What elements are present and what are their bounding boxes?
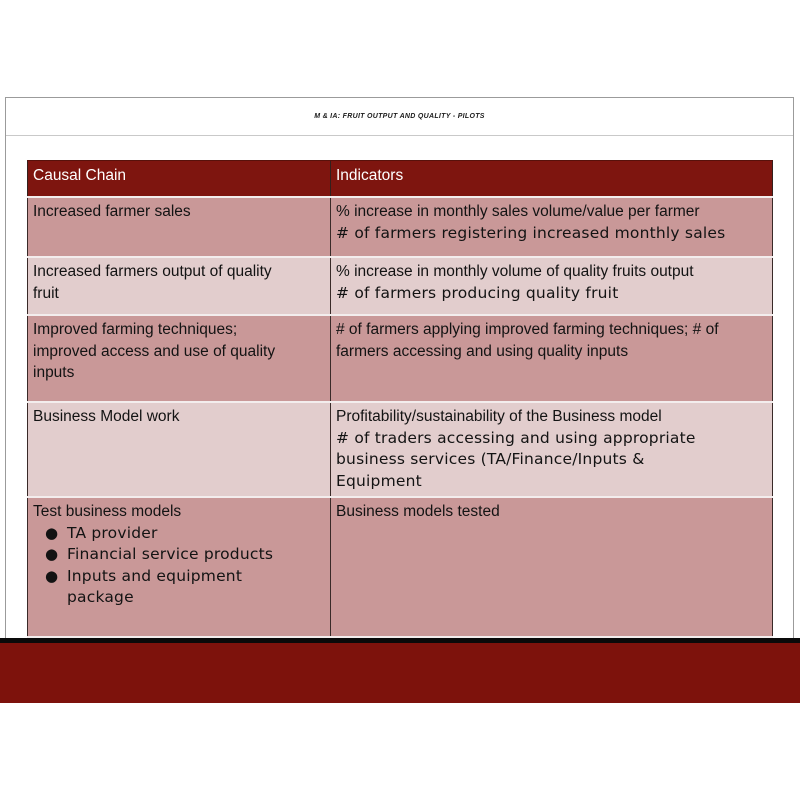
cell-line bbox=[33, 587, 326, 609]
table-row bbox=[27, 496, 773, 638]
indicators-cell bbox=[330, 316, 773, 401]
cell-line bbox=[336, 223, 768, 245]
table-row bbox=[27, 401, 773, 496]
header-cell-causal-chain: Causal Chain bbox=[27, 161, 330, 196]
causal-chain-cell bbox=[27, 198, 330, 256]
cell-line bbox=[33, 406, 326, 428]
bullet-icon: ● bbox=[45, 523, 59, 542]
line-text: # of farmers producing quality fruit bbox=[336, 283, 619, 302]
line-text: Inputs and equipment bbox=[67, 566, 243, 585]
line-text: Test business models bbox=[33, 503, 182, 520]
line-text: fruit bbox=[33, 284, 59, 302]
line-text: Improved farming techniques; bbox=[33, 321, 238, 338]
line-text: Equipment bbox=[336, 471, 422, 490]
table-body bbox=[27, 196, 773, 638]
cell-line bbox=[33, 362, 326, 384]
table-row bbox=[27, 256, 773, 314]
table-header-row bbox=[27, 160, 773, 196]
bullet-icon: ● bbox=[45, 545, 59, 563]
cell-line bbox=[336, 428, 768, 450]
causal-chain-cell bbox=[27, 403, 330, 496]
slide-canvas bbox=[5, 97, 794, 638]
cell-line bbox=[33, 341, 326, 363]
cell-line bbox=[33, 319, 326, 341]
line-text: % increase in monthly volume of quality fruits output bbox=[336, 263, 694, 280]
bullet-list-item bbox=[33, 566, 326, 588]
line-text: # of traders accessing and using appropriate bbox=[336, 428, 696, 447]
bullet-icon: ● bbox=[45, 566, 59, 585]
cell-line bbox=[336, 341, 768, 363]
indicators-cell bbox=[330, 498, 773, 636]
causal-chain-table bbox=[27, 160, 773, 638]
indicators-cell bbox=[330, 258, 773, 314]
line-text: business services (TA/Finance/Inputs & bbox=[336, 450, 645, 468]
bullet-list-item bbox=[33, 523, 326, 545]
cell-line bbox=[336, 471, 768, 493]
line-text: Profitability/sustainability of the Business model bbox=[336, 408, 662, 425]
cell-line bbox=[33, 283, 326, 305]
line-text: farmers accessing and using quality inputs bbox=[336, 342, 629, 360]
indicators-cell bbox=[330, 198, 773, 256]
cell-line bbox=[336, 319, 768, 341]
line-text: improved access and use of quality bbox=[33, 342, 276, 360]
cell-line bbox=[33, 201, 326, 223]
cell-line bbox=[336, 261, 768, 283]
line-text: inputs bbox=[33, 364, 75, 381]
causal-chain-cell bbox=[27, 316, 330, 401]
line-text: Increased farmer sales bbox=[33, 203, 191, 220]
footer-red-band bbox=[0, 643, 800, 703]
cell-line bbox=[33, 261, 326, 283]
cell-line bbox=[336, 201, 768, 223]
line-text: TA provider bbox=[67, 523, 158, 542]
cell-line bbox=[336, 501, 768, 523]
cell-line bbox=[336, 283, 768, 305]
causal-chain-cell bbox=[27, 498, 330, 636]
line-text: package bbox=[67, 588, 134, 606]
header-cell-indicators: Indicators bbox=[330, 161, 773, 196]
table-row bbox=[27, 196, 773, 256]
line-text: % increase in monthly sales volume/value per farmer bbox=[336, 203, 700, 220]
cell-line bbox=[336, 406, 768, 428]
bullet-list-item bbox=[33, 544, 326, 566]
line-text: Financial service products bbox=[67, 545, 274, 563]
cell-line bbox=[336, 449, 768, 471]
cell-line bbox=[33, 501, 326, 523]
table-row bbox=[27, 314, 773, 401]
line-text: # of farmers registering increased monthly sales bbox=[336, 223, 726, 242]
indicators-cell bbox=[330, 403, 773, 496]
causal-chain-cell bbox=[27, 258, 330, 314]
line-text: Business Model work bbox=[33, 408, 180, 425]
slide-header-title: M & IA: FRUIT OUTPUT AND QUALITY - PILOTS bbox=[314, 113, 485, 120]
line-text: Business models tested bbox=[336, 503, 500, 520]
slide-titlebar bbox=[6, 98, 793, 136]
line-text: # of farmers applying improved farming techniques; # of bbox=[336, 321, 719, 338]
line-text: Increased farmers output of quality bbox=[33, 263, 272, 280]
